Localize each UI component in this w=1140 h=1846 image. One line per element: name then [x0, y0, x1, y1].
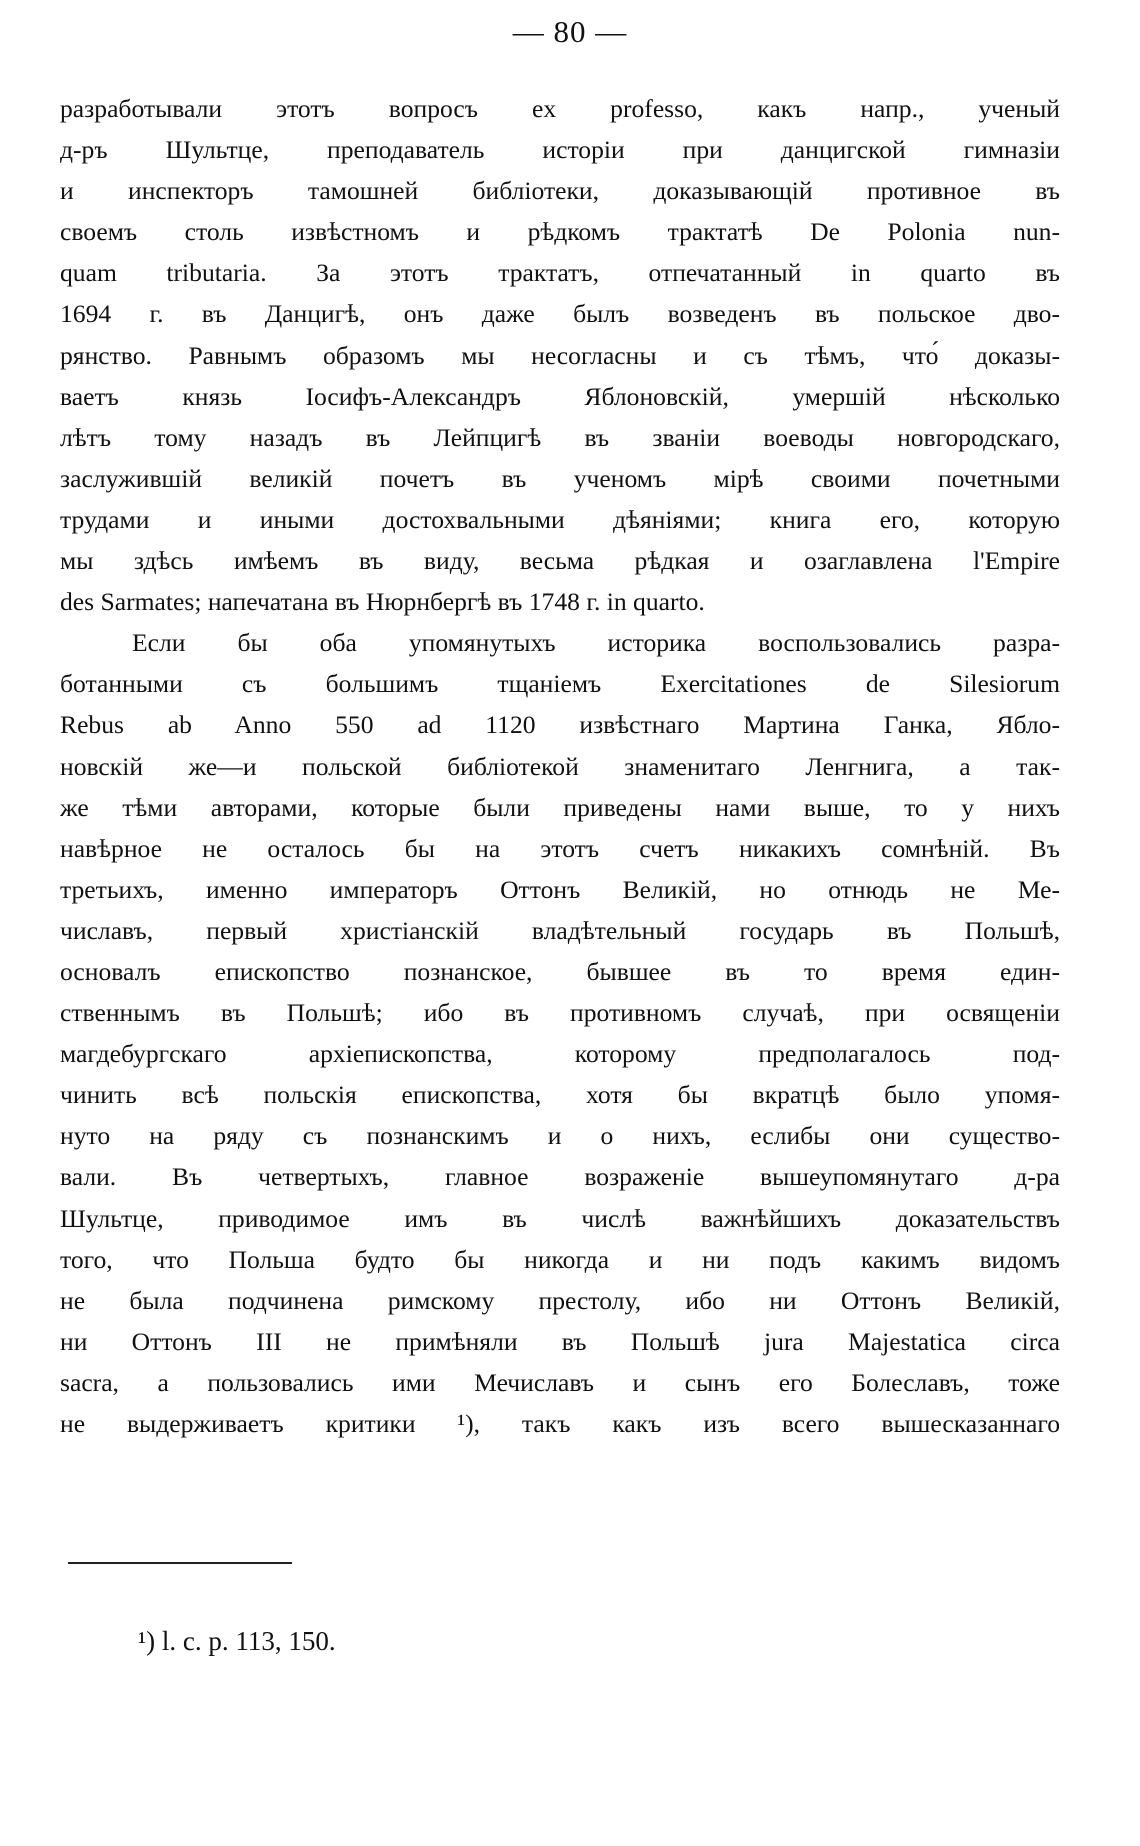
text-line: ваетъ князь Іосифъ-Александръ Яблоновскій, умершій нѣсколько: [60, 381, 1060, 411]
text-line: новскій же—и польской библіотекой знаменитаго Ленгнига, а так-: [60, 751, 1060, 781]
text-line: не была подчинена римскому престолу, ибо ни Оттонъ Великій,: [60, 1285, 1060, 1315]
text-line: лѣтъ тому назадъ въ Лейпцигѣ въ званіи воеводы новгородскаго,: [60, 422, 1060, 452]
paragraph-1: [60, 88, 1060, 622]
text-line: разработывали этотъ вопросъ ex professo, какъ напр., ученый: [60, 94, 1060, 123]
text-line: числавъ, первый христіанскій владѣтельный государь въ Польшѣ,: [60, 915, 1060, 945]
text-line: трудами и иными достохвальными дѣяніями; книга его, которую: [60, 504, 1060, 534]
text-line: д-ръ Шультце, преподаватель исторіи при данцигской гимназіи: [60, 135, 1060, 165]
footnote-divider: [68, 1562, 292, 1564]
text-line: не выдерживаетъ критики ¹), такъ какъ изъ всего вышесказаннаго: [60, 1409, 1060, 1438]
text-line: третьихъ, именно императоръ Оттонъ Великій, но отнюдь не Ме-: [60, 874, 1060, 904]
paragraph-2: [60, 622, 1060, 1444]
text-line: и инспекторъ тамошней библіотеки, доказывающій противное въ: [60, 176, 1060, 206]
footnote-text: l. c. p. 113, 150.: [161, 1626, 336, 1656]
body-text: [60, 88, 1060, 1444]
text-line: же тѣми авторами, которые были приведены нами выше, то у нихъ: [60, 792, 1060, 822]
text-line: нуто на ряду съ познанскимъ и о нихъ, еслибы они существо-: [60, 1121, 1060, 1151]
text-line: чинить всѣ польскія епископства, хотя бы вкратцѣ было упомя-: [60, 1080, 1060, 1110]
text-line: des Sarmates; напечатана въ Нюрнбергѣ въ 1748 г. in quarto.: [60, 587, 705, 617]
text-line: того, что Польша будто бы никогда и ни подъ какимъ видомъ: [60, 1244, 1060, 1274]
footnote: [138, 1626, 336, 1657]
text-line: sacra, а пользовались ими Мечиславъ и сынъ его Болеславъ, тоже: [60, 1367, 1060, 1397]
text-line: основалъ епископство познанское, бывшее въ то время един-: [60, 956, 1060, 986]
text-line: мы здѣсь имѣемъ въ виду, весьма рѣдкая и озаглавлена l'Empire: [60, 546, 1060, 576]
text-line: ни Оттонъ III не примѣняли въ Польшѣ jura Majestatica circa: [60, 1326, 1060, 1356]
text-line: рянство. Равнымъ образомъ мы несогласны и съ тѣмъ, что́ доказы-: [60, 340, 1060, 370]
text-line: quam tributaria. За этотъ трактатъ, отпечатанный in quarto въ: [60, 258, 1060, 288]
text-line: 1694 г. въ Данцигѣ, онъ даже былъ возведенъ въ польское дво-: [60, 299, 1060, 329]
text-line: ботанными съ большимъ тщаніемъ Exercitationes de Silesiorum: [60, 669, 1060, 699]
text-line: Если бы оба упомянутыхъ историка воспользовались разра-: [132, 628, 1060, 658]
text-line: ственнымъ въ Польшѣ; ибо въ противномъ случаѣ, при освященіи: [60, 998, 1060, 1028]
text-line: своемъ столь извѣстномъ и рѣдкомъ трактатѣ De Polonia nun-: [60, 217, 1060, 247]
footnote-marker: ¹): [138, 1626, 156, 1656]
text-line: магдебургскаго архіепископства, которому предполагалось под-: [60, 1039, 1060, 1069]
text-line: вали. Въ четвертыхъ, главное возраженіе вышеупомянутаго д-ра: [60, 1162, 1060, 1192]
text-line: Rebus ab Anno 550 ad 1120 извѣстнаго Мартина Ганка, Ябло-: [60, 710, 1060, 740]
text-line: заслужившій великій почетъ въ ученомъ мірѣ своими почетными: [60, 463, 1060, 493]
page-number: — 80 —: [512, 14, 628, 49]
text-line: Шультце, приводимое имъ въ числѣ важнѣйшихъ доказательствъ: [60, 1203, 1060, 1233]
text-line: навѣрное не осталось бы на этотъ счетъ никакихъ сомнѣній. Въ: [60, 833, 1060, 863]
